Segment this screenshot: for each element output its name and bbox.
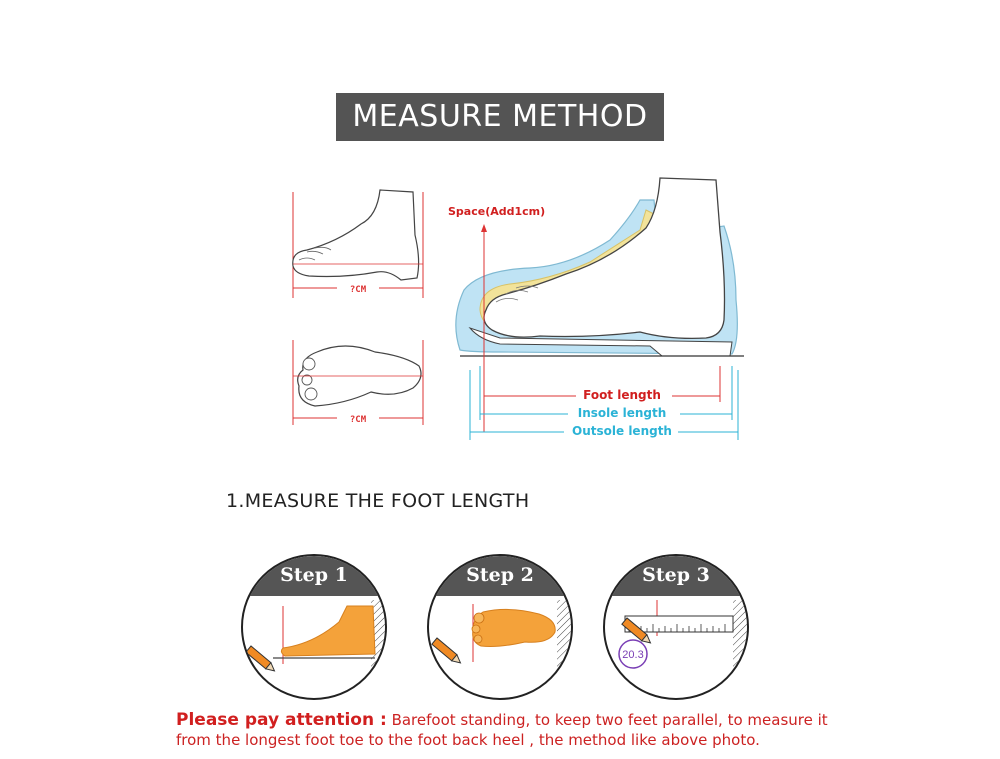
foot-length-label: Foot length [583, 388, 661, 402]
step-3-illustration [603, 554, 749, 700]
step-2-label: Step 2 [466, 564, 534, 586]
foot-top-icon [473, 609, 556, 646]
page-title: MEASURE METHOD [336, 93, 664, 141]
step-3-header [605, 556, 747, 596]
measurement-reading: 20.3 [622, 649, 644, 661]
shoe-length-diagram [440, 170, 750, 445]
attention-note [176, 710, 866, 750]
step-1-illustration [241, 554, 387, 700]
side-view-measure-label: ?CM [349, 285, 367, 295]
foot-side-view [293, 190, 423, 298]
top-view-measure-label: ?CM [349, 415, 367, 425]
step-1-label: Step 1 [280, 564, 348, 586]
step-2-illustration [427, 554, 573, 700]
attention-text: Barefoot standing, to keep two feet parallel, to measure it from the longest foot toe to the foot back heel , the method like above photo. [176, 711, 828, 749]
pencil-icon [246, 646, 277, 674]
step-1-header [243, 556, 385, 596]
attention-lead: Please pay attention : [176, 710, 387, 730]
step-2-header [429, 556, 571, 596]
pencil-icon [432, 638, 463, 666]
step-3-label: Step 3 [642, 564, 710, 586]
foot-outline-diagram [285, 180, 430, 430]
insole-length-label: Insole length [577, 406, 667, 420]
section-heading: 1.MEASURE THE FOOT LENGTH [226, 490, 530, 512]
foot-icon [281, 606, 375, 656]
outsole-length-label: Outsole length [572, 424, 672, 438]
foot-shape [484, 178, 725, 338]
space-label: Space(Add1cm) [448, 205, 546, 218]
foot-top-view [293, 340, 423, 425]
